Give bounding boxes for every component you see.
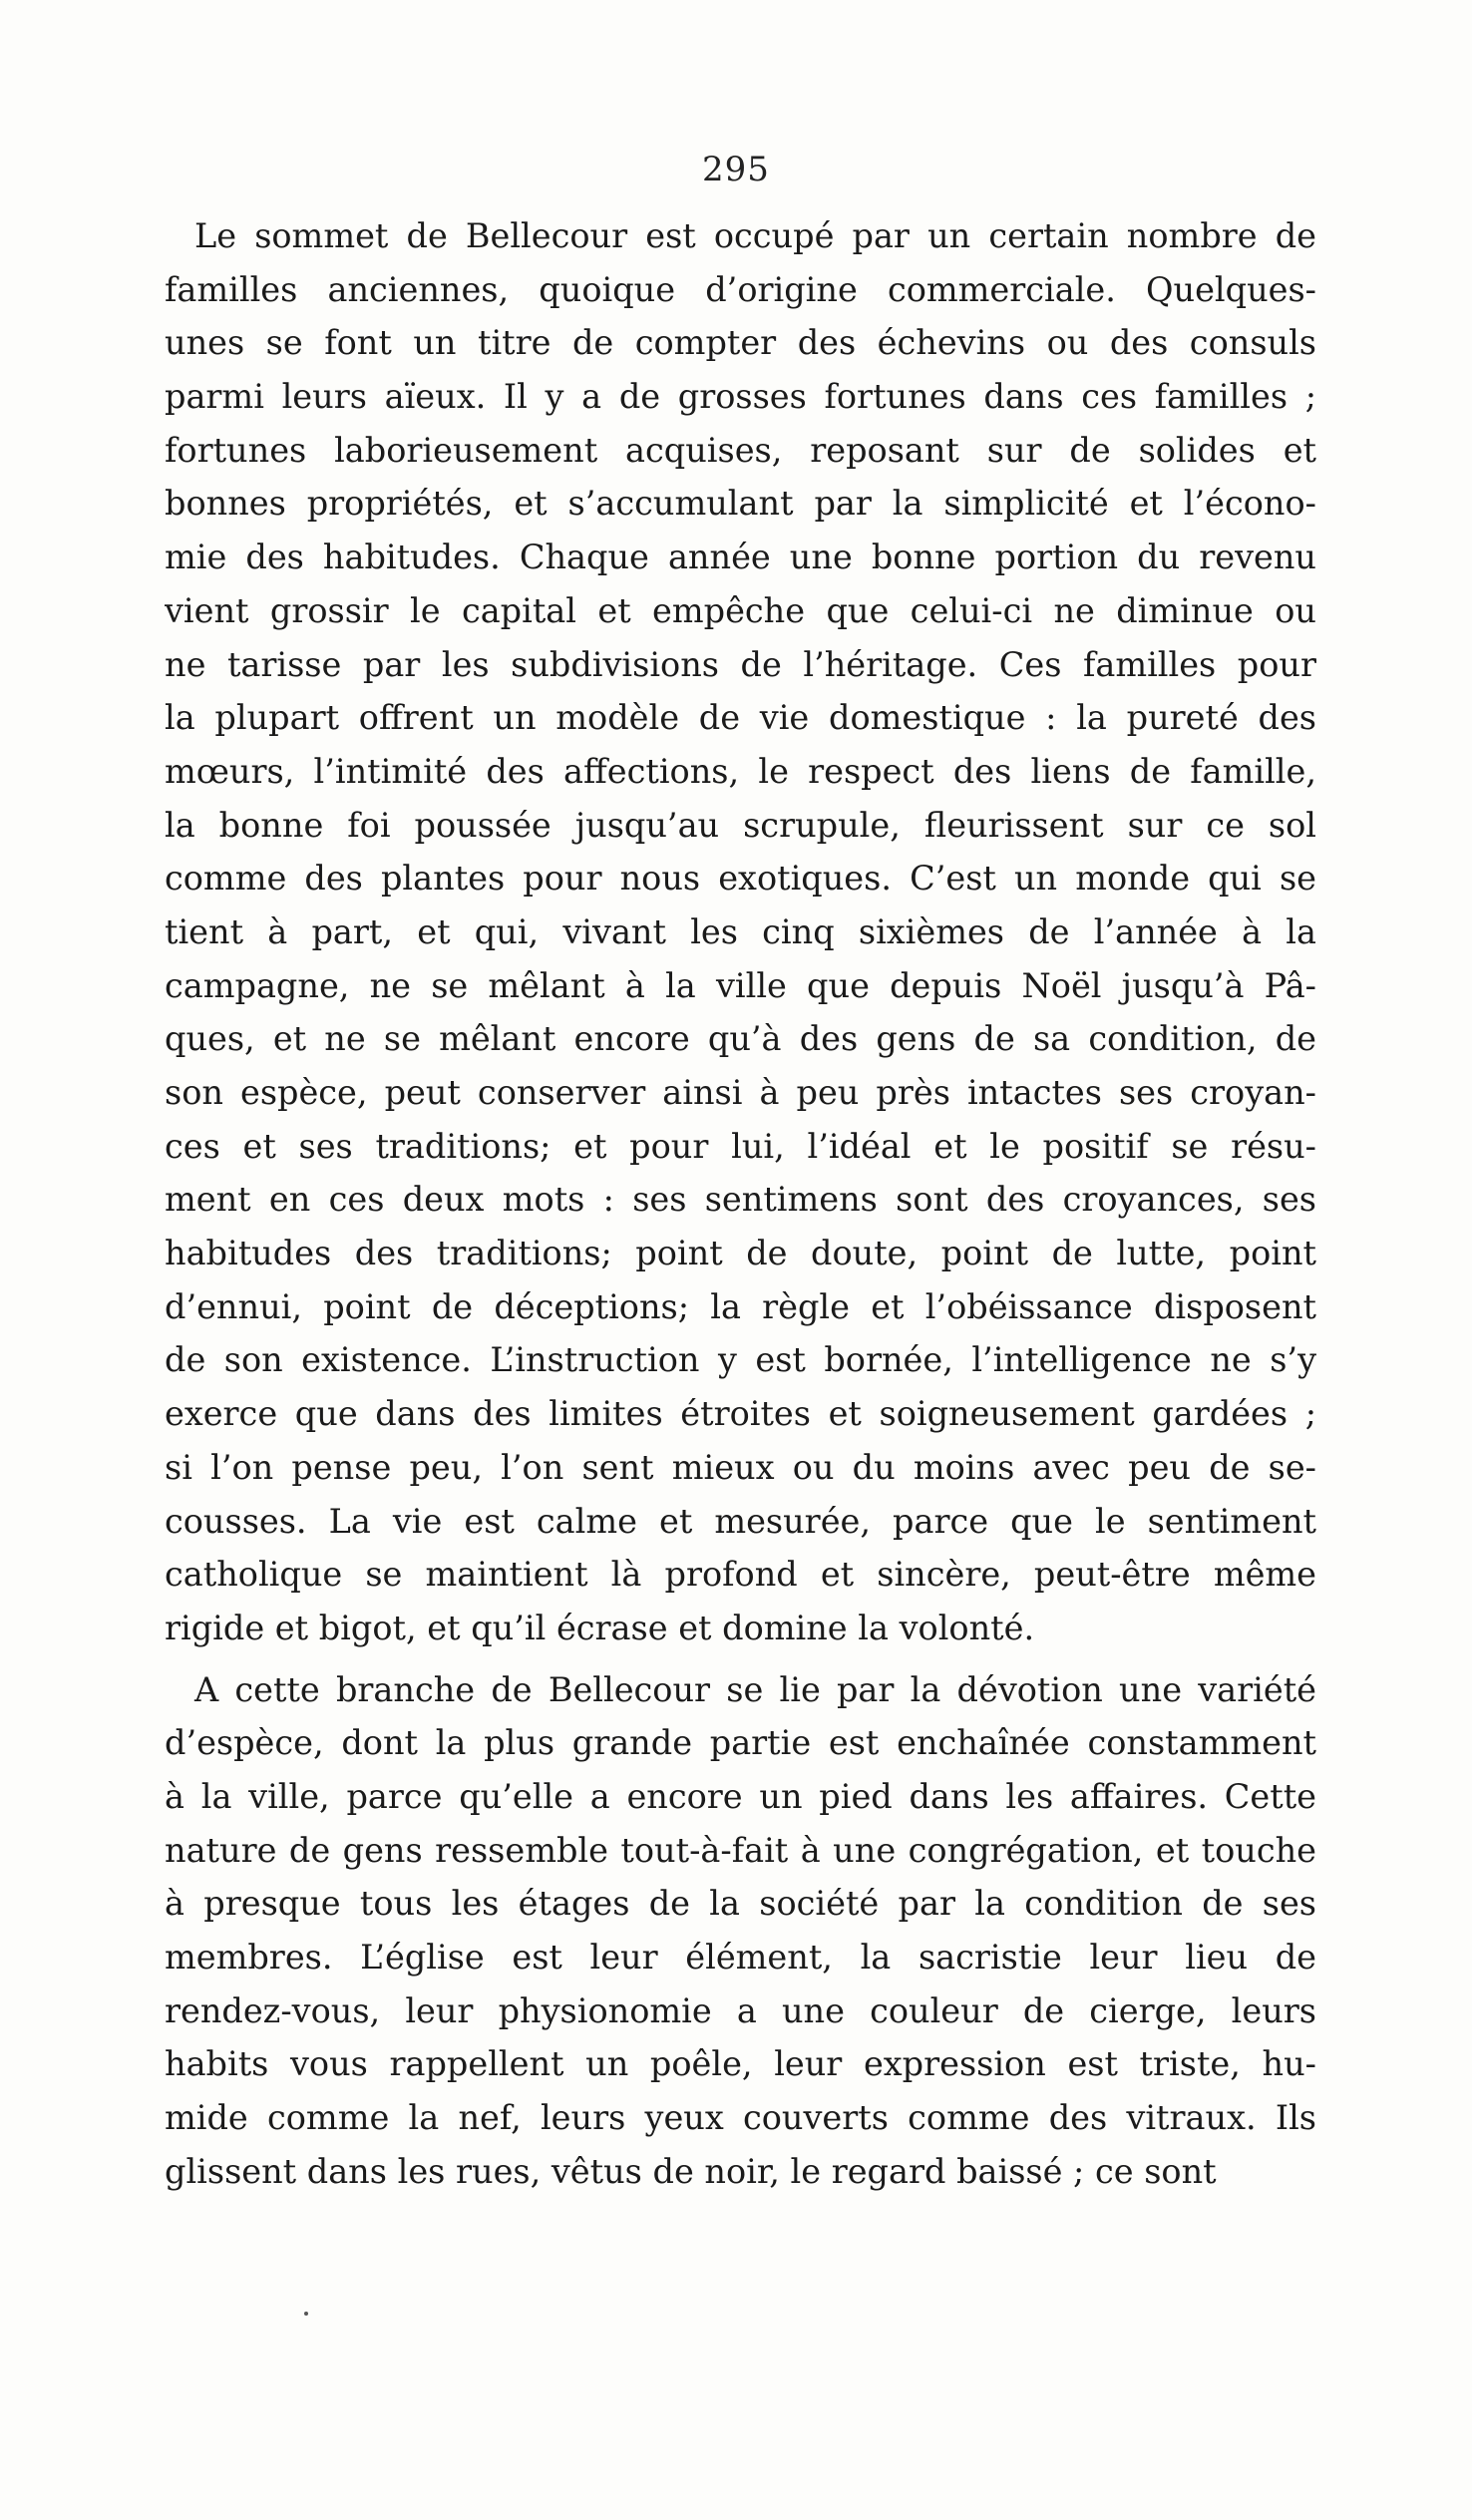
text-line: parmi leurs aïeux. Il y a de grosses fortunes dans ces familles ; [165, 377, 1316, 417]
text-line: la bonne foi poussée jusqu’au scrupule, fleurissent sur ce sol [165, 805, 1316, 845]
text-line: bonnes propriétés, et s’accumulant par la simplicité et l’écono- [165, 484, 1316, 524]
text-line: tient à part, et qui, vivant les cinq sixièmes de l’année à la [165, 911, 1316, 951]
text-line: membres. L’église est leur élément, la sacristie leur lieu de [165, 1938, 1316, 1977]
text-line: rendez-vous, leur physionomie a une couleur de cierge, leurs [165, 1990, 1316, 2030]
text-line: campagne, ne se mêlant à la ville que depuis Noël jusqu’à Pâ- [165, 965, 1316, 1005]
text-line: rigide et bigot, et qu’il écrase et domine la volonté. [165, 1608, 1035, 1647]
text-line: catholique se maintient là profond et sincère, peut-être même [165, 1555, 1316, 1595]
text-line: habits vous rappellent un poêle, leur expression est triste, hu- [165, 2044, 1316, 2084]
text-line: nature de gens ressemble tout-à-fait à une congrégation, et touche [165, 1830, 1316, 1870]
text-line: ces et ses traditions; et pour lui, l’idéal et le positif se résu- [165, 1126, 1316, 1166]
print-speck [304, 2312, 308, 2316]
text-line: d’espèce, dont la plus grande partie est enchaînée constamment [165, 1723, 1316, 1763]
text-line: la plupart offrent un modèle de vie domestique : la pureté des [165, 698, 1316, 738]
text-line: familles anciennes, quoique d’origine commerciale. Quelques- [165, 269, 1316, 309]
text-line: mœurs, l’intimité des affections, le respect des liens de famille, [165, 751, 1316, 791]
text-line: de son existence. L’instruction y est bornée, l’intelligence ne s’y [165, 1340, 1316, 1380]
text-line: à la ville, parce qu’elle a encore un pied dans les affaires. Cette [165, 1776, 1316, 1816]
text-line: mie des habitudes. Chaque année une bonne portion du revenu [165, 538, 1316, 577]
text-line: glissent dans les rues, vêtus de noir, le regard baissé ; ce sont [165, 2151, 1217, 2191]
text-line: d’ennui, point de déceptions; la règle et l’obéissance disposent [165, 1286, 1316, 1326]
paragraph-1 [165, 209, 1316, 1655]
text-line: son espèce, peut conserver ainsi à peu près intactes ses croyan- [165, 1073, 1316, 1112]
text-line: ment en ces deux mots : ses sentimens sont des croyances, ses [165, 1180, 1316, 1220]
paragraph-spacer [165, 1655, 1316, 1663]
text-line: comme des plantes pour nous exotiques. C’est un monde qui se [165, 859, 1316, 899]
text-line: Le sommet de Bellecour est occupé par un certain nombre de [194, 216, 1316, 255]
body-text [165, 209, 1316, 2198]
text-line: vient grossir le capital et empêche que celui-ci ne diminue ou [165, 590, 1316, 630]
text-line: ques, et ne se mêlant encore qu’à des gens de sa condition, de [165, 1019, 1316, 1059]
text-line: fortunes laborieusement acquises, reposant sur de solides et [165, 430, 1316, 470]
text-line: mide comme la nef, leurs yeux couverts comme des vitraux. Ils [165, 2098, 1316, 2138]
text-line: ne tarisse par les subdivisions de l’héritage. Ces familles pour [165, 644, 1316, 684]
text-line: habitudes des traditions; point de doute, point de lutte, point [165, 1234, 1316, 1273]
text-line: si l’on pense peu, l’on sent mieux ou du moins avec peu de se- [165, 1447, 1316, 1487]
text-line: A cette branche de Bellecour se lie par la dévotion une variété [194, 1669, 1316, 1709]
text-line: cousses. La vie est calme et mesurée, parce que le sentiment [165, 1501, 1316, 1541]
text-line: exerce que dans des limites étroites et soigneusement gardées ; [165, 1394, 1316, 1434]
text-line: à presque tous les étages de la société par la condition de ses [165, 1884, 1316, 1924]
text-line: unes se font un titre de compter des échevins ou des consuls [165, 323, 1316, 363]
page-number: 295 [702, 150, 770, 189]
paragraph-2 [165, 1663, 1316, 2199]
